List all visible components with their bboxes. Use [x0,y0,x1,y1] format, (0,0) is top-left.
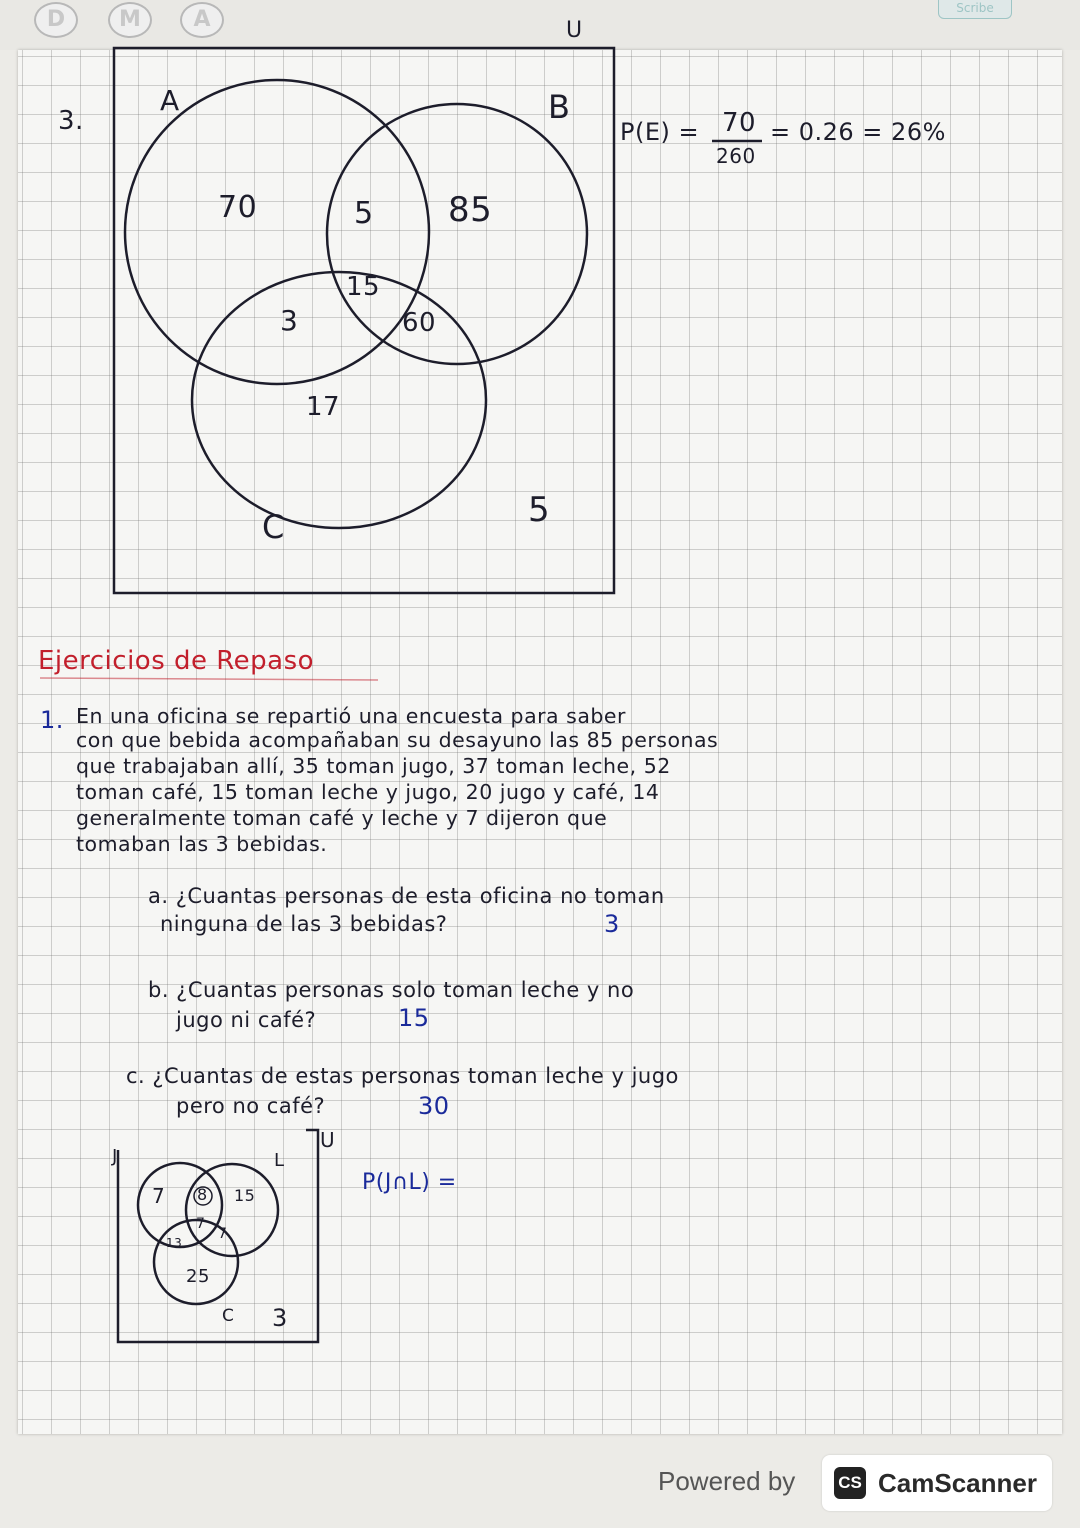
statement-line-6: tomaban las 3 bebidas. [76,832,328,856]
probability-lhs: P(E) = [620,118,700,146]
question-c-answer: 30 [418,1092,450,1120]
question-c-line-2: pero no café? [176,1094,326,1118]
powered-by-text: Powered by [658,1466,796,1496]
header-badge-a: A [180,2,224,38]
camscanner-logo-icon: CS [834,1467,866,1499]
statement-line-2: con que bebida acompañaban su desayuno las 85 personas [76,728,719,752]
camscanner-name: CamScanner [878,1468,1037,1498]
region-a-c: 3 [280,304,299,337]
set-label-c: C [262,508,285,546]
probability-result: = 0.26 = 26% [770,118,946,146]
question-b-line-1: b. ¿Cuantas personas solo toman leche y no [148,978,635,1002]
small-region-l-only: 15 [234,1186,256,1205]
probability-numerator: 70 [722,108,757,138]
camscanner-badge[interactable] [822,1455,1052,1511]
small-region-j-only: 7 [152,1184,166,1208]
small-region-j-c: 13 [166,1236,183,1250]
region-b-c: 60 [402,308,437,338]
review-title: Ejercicios de Repaso [38,646,315,676]
statement-line-3: que trabajaban allí, 35 toman jugo, 37 toman leche, 52 [76,754,671,778]
region-a-b-c: 15 [346,272,381,302]
set-label-b: B [548,88,571,126]
small-venn-label-j: J [112,1146,118,1167]
set-label-a: A [160,84,180,117]
probability-denominator: 260 [716,144,756,168]
small-venn-label-l: L [274,1150,285,1171]
header-badge-d: D [34,2,78,38]
small-venn-label-u: U [320,1128,336,1152]
question-a-line-2: ninguna de las 3 bebidas? [160,912,448,936]
region-a-b: 5 [354,196,374,231]
small-region-c-only: 25 [186,1266,210,1287]
question-a-line-1: a. ¿Cuantas personas de esta oficina no toman [148,884,665,908]
probability-expression: P(J∩L) = [362,1170,457,1195]
question-b-answer: 15 [398,1004,430,1032]
small-venn-label-c: C [222,1306,235,1326]
universe-label: U [566,18,583,43]
small-region-l-c: 7 [218,1226,228,1242]
region-b-only: 85 [448,190,493,230]
header-badge-m: M [108,2,152,38]
region-a-only: 70 [218,190,258,225]
problem-number: 3. [58,106,84,136]
question-c-line-1: c. ¿Cuantas de estas personas toman leche y jugo [126,1064,679,1088]
statement-line-5: generalmente toman café y leche y 7 dijeron que [76,806,608,830]
small-region-outside: 3 [272,1304,288,1332]
exercise-number: 1. [40,706,64,734]
question-a-answer: 3 [604,910,620,938]
region-c-only: 17 [306,392,341,422]
title-underline [40,678,378,680]
statement-line-4: toman café, 15 toman leche y jugo, 20 jugo y café, 14 [76,780,660,804]
question-b-line-2: jugo ni café? [176,1008,317,1032]
small-venn-circle-j [138,1163,222,1247]
statement-line-1: En una oficina se repartió una encuesta para saber [76,704,626,728]
small-region-j-l: 8 [197,1185,208,1204]
region-outside: 5 [528,490,551,530]
notebook-brand-tab: Scribe [938,0,1012,19]
small-region-j-l-c: 7 [196,1216,206,1232]
